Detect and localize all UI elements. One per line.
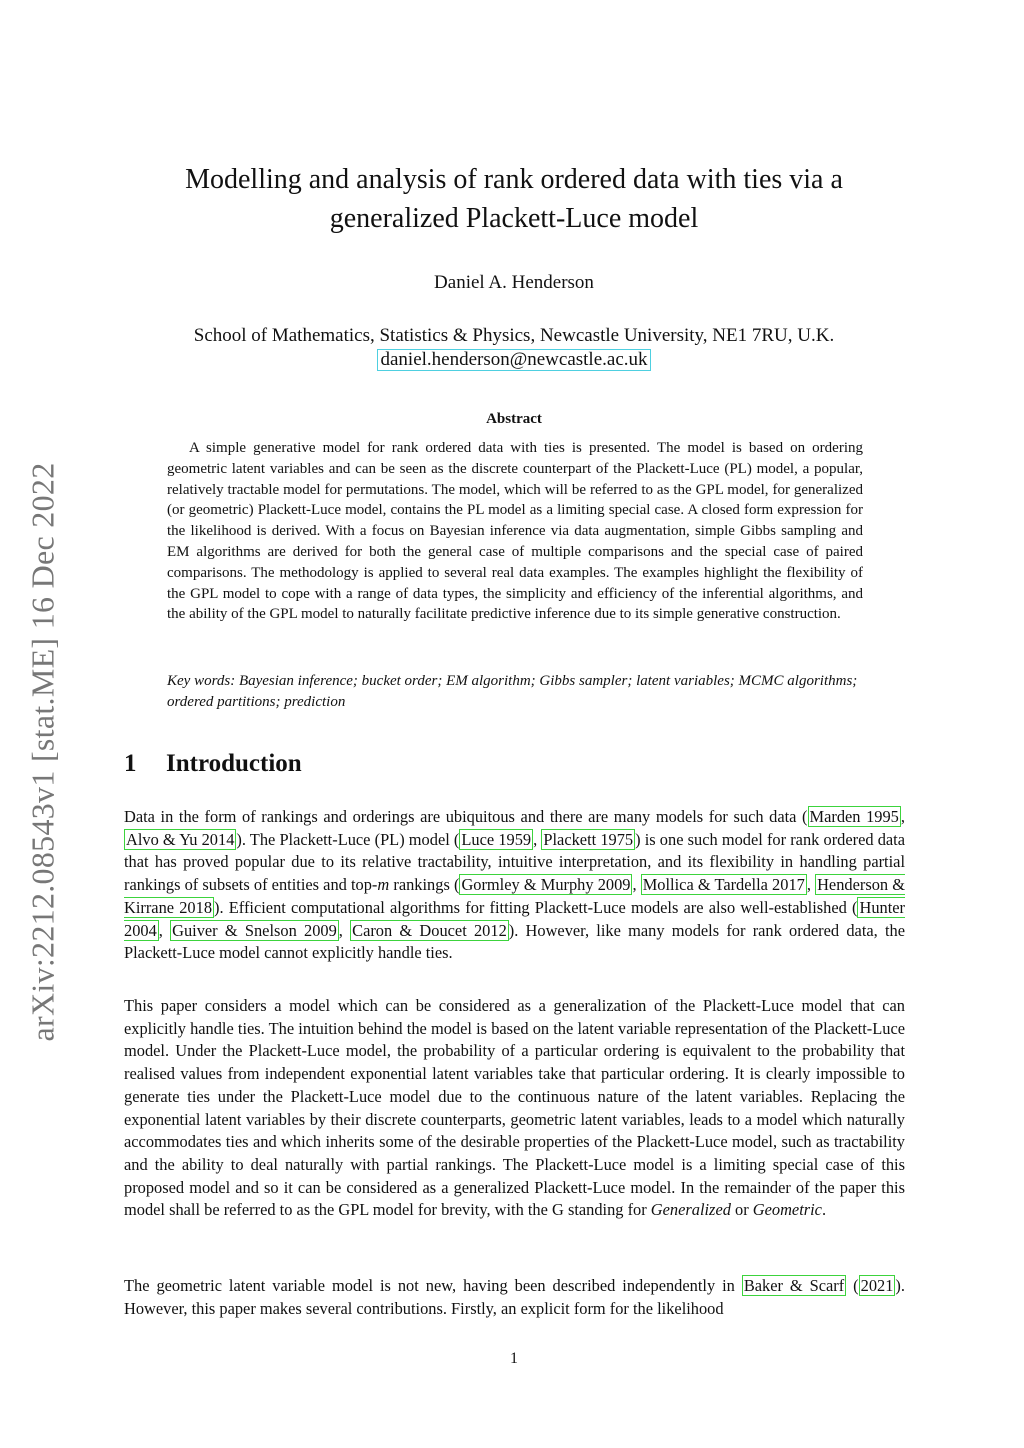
para-text: ( — [846, 1276, 859, 1295]
emphasis: Geometric — [752, 1200, 822, 1220]
citation-link[interactable]: Gormley & Murphy 2009 — [461, 875, 631, 895]
abstract-heading: Abstract — [486, 411, 542, 427]
citation-link[interactable]: Caron & Doucet 2012 — [352, 920, 507, 940]
section-title: Introduction — [166, 750, 302, 777]
para-text: Data in the form of rankings and orderings are ubiquitous and there are many models for such data ( — [124, 807, 808, 826]
author-name: Daniel A. Henderson — [434, 272, 594, 293]
para-text: , — [338, 920, 351, 940]
para-text: ) is one such model for rank ordered data that has proved popular due to its relative tractability, intuitive interpretation, and its flexibility in handling partial rankings of subsets of entities and top- — [124, 829, 906, 895]
para-text: ). Efficient computational algorithms for fitting Plackett-Luce models are also well-established ( — [214, 897, 858, 917]
section-heading — [124, 750, 302, 778]
intro-paragraph-3 — [124, 1275, 905, 1320]
citation-link[interactable]: Henderson & Kirrane 2018 — [124, 875, 905, 917]
para-text: . — [821, 1200, 827, 1220]
arxiv-identifier-text: arXiv:2212.08543v1 [stat.ME] 16 Dec 2022 — [24, 462, 61, 1042]
intro-paragraph-2 — [124, 995, 905, 1222]
citation-link[interactable]: Marden 1995 — [809, 807, 899, 826]
intro-paragraph-1 — [124, 806, 905, 965]
email-link[interactable]: daniel.henderson@newcastle.ac.uk — [377, 349, 650, 371]
affiliation-block — [124, 324, 904, 372]
emphasis: Generalized — [650, 1200, 731, 1220]
page-number: 1 — [510, 1350, 518, 1367]
keywords: Key words: Bayesian inference; bucket order; EM algorithm; Gibbs sampler; latent variables; MCMC algorithms; ordered partitions; prediction — [167, 673, 858, 710]
citation-link[interactable]: Mollica & Tardella 2017 — [642, 875, 805, 895]
para-text: ). The Plackett-Luce (PL) model ( — [236, 829, 460, 849]
para-text: , — [806, 875, 816, 895]
para-text: , — [158, 920, 171, 940]
citation-link[interactable]: Hunter 2004 — [124, 897, 905, 940]
citation-link[interactable]: Plackett 1975 — [543, 829, 634, 849]
math-variable: m — [377, 875, 390, 895]
para-text: ). However, this paper makes several contributions. Firstly, an explicit form for the likelihood — [124, 1276, 905, 1318]
citation-link[interactable]: 2021 — [860, 1276, 894, 1295]
para-text: rankings ( — [389, 875, 460, 895]
para-text: , — [632, 875, 641, 895]
para-text: , — [533, 829, 542, 849]
affiliation: School of Mathematics, Statistics & Physics, Newcastle University, NE1 7RU, U.K. — [193, 325, 835, 346]
citation-link[interactable]: Luce 1959 — [461, 829, 532, 849]
para-text: ). However, like many models for rank ordered data, the Plackett-Luce model cannot explicitly handle ties. — [124, 920, 906, 963]
abstract-text: A simple generative model for rank ordered data with ties is presented. The model is based on ordering geometric latent variables and can be seen as the discrete counterpart of the Plackett-Luce (PL) model, a popular, relatively tractable model for permutations. The model, which will be referred to as the GPL model, for generalized (or geometric) Plackett-Luce model, contains the PL model as a limiting special case. A closed form expression for the likelihood is derived. With a focus on Bayesian inference via data augmentation, simple Gibbs sampling and EM algorithms are derived for both the general case of multiple comparisons and the special case of paired comparisons. The methodology is applied to several real data examples. The examples highlight the flexibility of the GPL model to cope with a range of data types, the simplicity and efficiency of the inferential algorithms, and the ability of the GPL model to naturally facilitate predictive inference due to its simple generative construction. — [167, 440, 863, 623]
citation-link[interactable]: Alvo & Yu 2014 — [126, 829, 235, 849]
citation-link[interactable]: Guiver & Snelson 2009 — [172, 920, 337, 940]
citation-link[interactable]: Baker & Scarf — [743, 1276, 845, 1295]
para-text: This paper considers a model which can be considered as a generalization of the Plackett-Luce model that can explicitly handle ties. The intuition behind the model is based on the latent variable representation of the Plackett-Luce model. Under the Plackett-Luce model, the probability of a particular ordering is equivalent to the probability that realised values from independent exponential latent variables take that particular ordering. It is clearly impossible to generate ties under the Plackett-Luce model due to the continuous nature of the latent variables. Replacing the exponential latent variables by their discrete counterparts, geometric latent variables, leads to a model which naturally accommodates ties and which inherits some of the desirable properties of the Plackett-Luce model, such as tractability and the ability to deal naturally with partial rankings. The Plackett-Luce model is a limiting special case of this proposed model and so it can be considered as a generalized Plackett-Luce model. In the remainder of the paper this model shall be referred to as the GPL model for brevity, with the G standing for — [124, 996, 905, 1220]
para-text: or — [730, 1200, 753, 1220]
para-text: The geometric latent variable model is not new, having been described independently in — [124, 1276, 742, 1295]
para-text: , — [900, 807, 905, 826]
section-number: 1 — [124, 750, 137, 777]
paper-title: Modelling and analysis of rank ordered data with ties via a generalized Plackett-Luce model — [185, 164, 843, 234]
